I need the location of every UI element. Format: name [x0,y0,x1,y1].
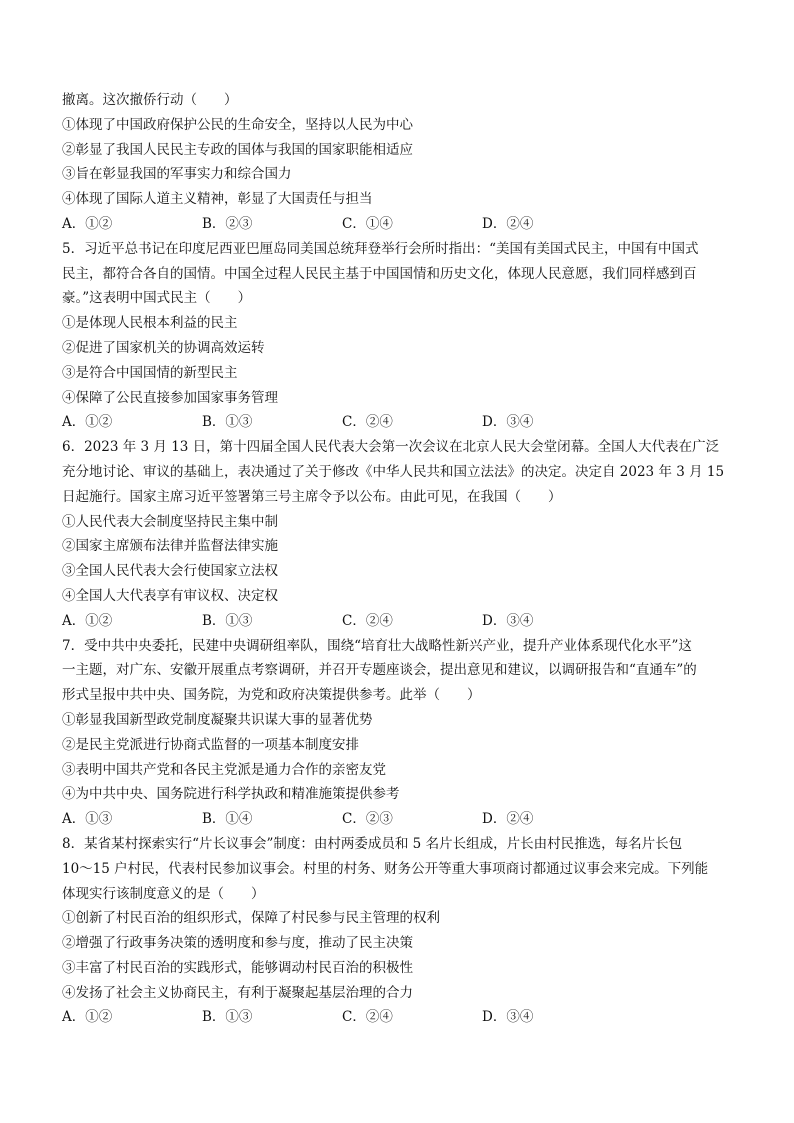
statement-1: ①人民代表大会制度坚持民主集中制 [62,513,278,530]
option-c: C．②④ [342,1009,393,1026]
answer-options [62,1005,734,1030]
option-c: C．②④ [342,414,393,431]
statement-2: ②促进了国家机关的协调高效运转 [62,339,265,356]
question-stem-line: 10～15 户村民，代表村民参加议事会。村里的村务、财务公开等重大事项商讨都通过议事会来完成。下列能 [62,860,709,877]
option-d: D．②④ [482,215,534,232]
statement-2: ②国家主席颁布法律并监督法律实施 [62,538,278,555]
question-stem-line: 充分地讨论、审议的基础上，表决通过了关于修改《中华人民共和国立法法》的决定。决定自 2023 年 3 月 15 [62,463,725,480]
answer-options [62,410,734,435]
question-6 [62,435,734,633]
option-d: D．③④ [482,1009,534,1026]
answer-options [62,212,734,237]
option-a: A．①③ [62,811,113,828]
option-a: A．①② [62,414,113,431]
option-b: B．②③ [202,215,253,232]
statement-4: ④保障了公民直接参加国家事务管理 [62,389,278,406]
question-stem-line: 民主，都符合各自的国情。中国全过程人民民主基于中国国情和历史文化，体现人民意愿，我们同样感到百 [62,265,697,282]
statement-2: ②是民主党派进行协商式监督的一项基本制度安排 [62,736,359,753]
question-4 [62,88,734,237]
statement-3: ③丰富了村民百治的实践形式，能够调动村民百治的积极性 [62,959,413,976]
statement-4: ④为中共中央、国务院进行科学执政和精准施策提供参考 [62,786,400,803]
statement-4: ④全国人大代表享有审议权、决定权 [62,587,278,604]
option-b: B．①④ [202,811,253,828]
option-a: A．①② [62,612,113,629]
option-d: D．③④ [482,414,534,431]
option-b: B．①③ [202,612,253,629]
statement-3: ③表明中国共产党和各民主党派是通力合作的亲密友党 [62,761,386,778]
statement-3: ③全国人民代表大会行使国家立法权 [62,563,278,580]
question-stem-line: 8．某省某村探索实行“片长议事会”制度：由村两委成员和 5 名片长组成，片长由村民推选，每名片长包 [62,835,683,852]
statement-3: ③是符合中国国情的新型民主 [62,364,238,381]
statement-1: ①创新了村民百治的组织形式，保障了村民参与民主管理的权利 [62,910,440,927]
statement-1: ①体现了中国政府保护公民的生命安全，坚持以人民为中心 [62,116,413,133]
question-stem-line: 豪。”这表明中国式民主（ ） [62,290,252,307]
statement-1: ①彰显我国新型政党制度凝聚共识谋大事的显著优势 [62,711,373,728]
statement-1: ①是体现人民根本利益的民主 [62,315,238,332]
option-d: D．②④ [482,811,534,828]
question-stem-line: 撤离。这次撤侨行动（ ） [62,92,238,108]
question-stem-line: 7．受中共中央委托，民建中央调研组率队，围绕“培育壮大战略性新兴产业，提升产业体系现代化水平”这 [62,637,692,654]
question-stem-line: 5．习近平总书记在印度尼西亚巴厘岛同美国总统拜登举行会所时指出：“美国有美国式民主，中国有中国式 [62,240,699,257]
option-a: A．①② [62,215,113,232]
page-content [62,88,734,1030]
answer-options [62,807,734,832]
question-8 [62,832,734,1030]
question-stem-line: 体现实行该制度意义的是（ ） [62,885,265,902]
question-stem-line: 形式呈报中共中央、国务院，为党和政府决策提供参考。此举（ ） [62,687,481,704]
statement-3: ③旨在彰显我国的军事实力和综合国力 [62,166,292,183]
option-a: A．①② [62,1009,113,1026]
statement-2: ②彰显了我国人民民主专政的国体与我国的国家职能相适应 [62,141,413,158]
statement-4: ④体现了国际人道主义精神，彰显了大国责任与担当 [62,191,373,208]
option-c: C．①④ [342,215,393,232]
option-c: C．②③ [342,811,393,828]
answer-options [62,609,734,634]
question-stem-line: 日起施行。国家主席习近平签署第三号主席令予以公布。由此可见，在我国（ ） [62,488,562,505]
statement-4: ④发扬了社会主义协商民主，有利于凝聚起基层治理的合力 [62,984,413,1001]
question-5 [62,237,734,435]
option-b: B．①③ [202,1009,253,1026]
option-c: C．②④ [342,612,393,629]
question-stem-line: 6．2023 年 3 月 13 日，第十四届全国人民代表大会第一次会议在北京人民大会堂闭幕。全国人大代表在广泛 [62,439,720,456]
question-7 [62,634,734,832]
option-b: B．①③ [202,414,253,431]
option-d: D．③④ [482,612,534,629]
question-stem-line: 一主题，对广东、安徽开展重点考察调研，并召开专题座谈会，提出意见和建议，以调研报告和“直通车”的 [62,662,697,679]
statement-2: ②增强了行政事务决策的透明度和参与度，推动了民主决策 [62,935,413,952]
